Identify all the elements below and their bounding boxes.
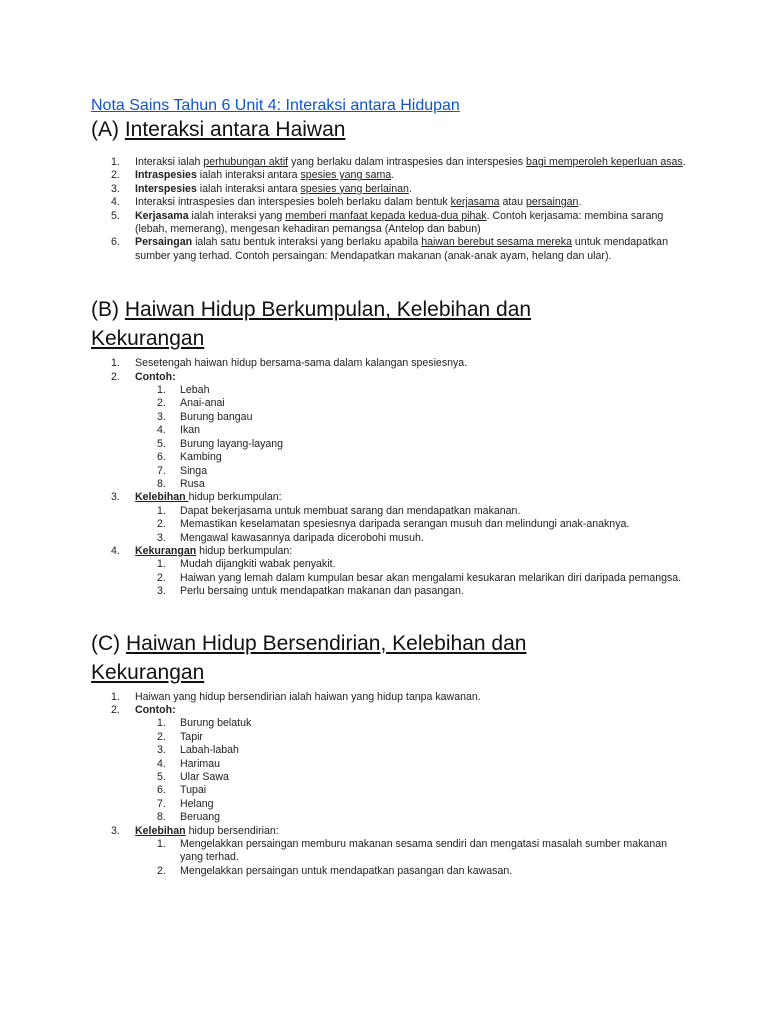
list-number: 3.: [111, 182, 120, 195]
list-number: 4.: [111, 196, 120, 209]
bold-term: Intraspesies: [135, 169, 197, 182]
list-number: 8.: [157, 811, 166, 824]
bold-term: Persaingan: [135, 236, 193, 249]
list-item: 4. Interaksi intraspesies dan interspesies boleh berlaku dalam bentuk kerjasama atau persaingan.: [111, 196, 582, 209]
section-c-heading: [91, 629, 691, 687]
underlined-term: spesies yang sama: [300, 169, 392, 182]
list-number: 3.: [111, 491, 120, 504]
list-number: 3.: [157, 410, 166, 423]
list-number: 3.: [157, 531, 166, 544]
list-number: 2.: [157, 864, 166, 877]
sublist: [135, 384, 691, 491]
list-number: 1.: [157, 504, 166, 517]
list-number: 1.: [111, 690, 120, 703]
list-number: 5.: [157, 771, 166, 783]
sublist-item: 3. Burung bangau: [157, 410, 253, 423]
bold-term: Contoh:: [135, 370, 176, 383]
list-number: 4.: [157, 757, 166, 770]
list-number: 3.: [157, 744, 166, 757]
sublist-item: 3. Mengawal kawasannya daripada dicerobohi musuh.: [157, 531, 424, 544]
underlined-term: perhubungan aktif: [203, 156, 289, 168]
list-item: 1. Interaksi ialah perhubungan aktif yang berlaku dalam intraspesies dan interspesies bagi memperoleh keperluan asas.: [111, 156, 686, 168]
list-number: 3.: [157, 585, 166, 598]
list-number: 2.: [111, 703, 120, 716]
sublist-item: 7. Singa: [157, 464, 208, 477]
list-number: 7.: [157, 464, 166, 477]
underlined-term: memberi manfaat kepada kedua-dua pihak: [285, 209, 487, 222]
sublist: [135, 838, 691, 878]
section-a-heading: [91, 116, 691, 144]
underlined-term: persaingan: [526, 196, 579, 209]
list-item: 2. Intraspesies ialah interaksi antara spesies yang sama.: [111, 169, 395, 182]
section-b-prefix: (B): [91, 298, 125, 322]
list-number: 8.: [157, 477, 166, 490]
underlined-term: haiwan berebut sesama mereka: [421, 236, 572, 249]
list-item: 3. Kelebihan hidup bersendirian: 1. Mengelakkan persaingan memburu makanan sesama sendiri dan mengatasi masalah sumber makanan yang terhad. 2. Mengelakkan persaingan untuk mendapatkan pasangan dan kawasan.: [91, 825, 691, 879]
section-b-list: [91, 357, 691, 598]
list-item: 1. Sesetengah haiwan hidup bersama-sama dalam kalangan spesiesnya.: [111, 357, 468, 370]
list-number: 1.: [157, 838, 166, 851]
list-number: 2.: [157, 518, 166, 531]
list-number: 2.: [157, 730, 166, 743]
list-number: 4.: [111, 544, 120, 557]
sublist-item: 4. Harimau: [157, 757, 221, 770]
sublist-item: 1. Mudah dijangkiti wabak penyakit.: [157, 558, 336, 571]
list-item: 3. Interspesies ialah interaksi antara spesies yang berlainan.: [111, 182, 412, 195]
section-b-heading: [91, 295, 691, 353]
sublist-item: 2. Haiwan yang lemah dalam kumpulan besar akan mengalami kesukaran melarikan diri daripada pemangsa.: [157, 571, 682, 584]
sublist-item: 1. Lebah: [157, 384, 210, 397]
bold-term: Contoh:: [135, 703, 176, 716]
sublist: [135, 558, 691, 598]
list-item: [91, 704, 691, 825]
underlined-term: bagi memperoleh keperluan asas: [526, 156, 683, 168]
sublist-item: 1. Burung belatuk: [157, 717, 252, 730]
sublist-item: 6. Kambing: [157, 451, 222, 464]
bold-term: Kerjasama: [135, 209, 189, 222]
list-number: 2.: [111, 169, 120, 182]
sublist-item: 8. Beruang: [157, 811, 221, 824]
list-number: 6.: [157, 784, 166, 797]
list-number: 1.: [111, 156, 120, 168]
sublist-item: 5. Ular Sawa: [157, 771, 229, 783]
bold-term: Kekurangan: [135, 544, 197, 557]
list-number: 6.: [157, 451, 166, 464]
bold-term: Interspesies: [135, 182, 197, 195]
section-c-title-line2: Kekurangan: [91, 660, 205, 684]
bold-term: Kelebihan: [135, 491, 189, 504]
list-item: 3. Kelebihan hidup berkumpulan: 1. Dapat bekerjasama untuk membuat sarang dan mendapatkan makanan. 2. Memastikan keselamatan spesiesnya daripada serangan musuh dan melindungi anak-anaknya. 3. Mengawal kawasannya daripada dicerobohi musuh.: [91, 491, 691, 545]
sublist-item: 5. Burung layang-layang: [157, 437, 284, 450]
list-number: 5.: [111, 209, 120, 222]
sublist-item: 3. Labah-labah: [157, 744, 239, 757]
underlined-term: kerjasama: [450, 196, 500, 209]
sublist-item: 2. Mengelakkan persaingan untuk mendapatkan pasangan dan kawasan.: [157, 864, 513, 877]
underlined-term: spesies yang berlainan: [300, 182, 409, 195]
list-number: 3.: [111, 824, 120, 837]
sublist-item: 2. Anai-anai: [157, 397, 225, 410]
sublist-item: 7. Helang: [157, 797, 214, 810]
bold-term: Kelebihan: [135, 824, 186, 837]
section-c-list: [91, 691, 691, 879]
sublist-item: 3. Perlu bersaing untuk mendapatkan makanan dan pasangan.: [157, 585, 464, 598]
list-item: 5. Kerjasama ialah interaksi yang memberi manfaat kepada kedua-dua pihak. Contoh kerjasama: membina sarang (lebah, memerang), mengesan kehadiran pemangsa (Antelop dan babun): [111, 209, 664, 236]
document-title-link[interactable]: Nota Sains Tahun 6 Unit 4: Interaksi antara Hidupan: [91, 97, 460, 114]
section-b-title-line1: Haiwan Hidup Berkumpulan, Kelebihan dan: [124, 298, 532, 322]
sublist-item: 8. Rusa: [157, 477, 205, 490]
sublist-item: 1. Mengelakkan persaingan memburu makanan sesama sendiri dan mengatasi masalah sumber makanan yang terhad.: [157, 838, 667, 864]
section-c-title-line1: Haiwan Hidup Bersendirian, Kelebihan dan: [126, 631, 527, 655]
list-number: 5.: [157, 437, 166, 450]
sublist: [135, 505, 691, 545]
sublist-item: 1. Dapat bekerjasama untuk membuat sarang dan mendapatkan makanan.: [157, 504, 521, 517]
list-number: 1.: [157, 717, 166, 730]
document-page: [91, 96, 691, 878]
list-number: 1.: [157, 384, 166, 397]
section-c-prefix: (C): [91, 631, 126, 655]
sublist-item: 6. Tupai: [157, 784, 207, 797]
list-number: 2.: [111, 370, 120, 383]
section-b-title-line2: Kekurangan: [91, 327, 205, 351]
list-number: 1.: [157, 558, 166, 571]
list-number: 7.: [157, 797, 166, 810]
section-a-list: [91, 156, 691, 263]
section-a-prefix: (A): [91, 118, 125, 141]
sublist-item: 2. Memastikan keselamatan spesiesnya daripada serangan musuh dan melindungi anak-anaknya.: [157, 518, 630, 531]
list-item: 4. Kekurangan hidup berkumpulan: 1. Mudah dijangkiti wabak penyakit. 2. Haiwan yang lemah dalam kumpulan besar akan mengalami kesukaran melarikan diri daripada pemangsa. 3. Perlu bersaing untuk mendapatkan makanan dan pasangan.: [91, 545, 691, 599]
list-number: 1.: [111, 357, 120, 370]
list-number: 2.: [157, 397, 166, 410]
sublist-item: 4. Ikan: [157, 424, 201, 437]
section-a-title: Interaksi antara Haiwan: [124, 118, 346, 141]
list-number: 6.: [111, 236, 120, 249]
list-item: 1. Haiwan yang hidup bersendirian ialah haiwan yang hidup tanpa kawanan.: [111, 690, 481, 703]
sublist-item: 2. Tapir: [157, 730, 203, 743]
list-number: 2.: [157, 571, 166, 584]
list-item: [91, 371, 691, 492]
list-item: 6. Persaingan ialah satu bentuk interaksi yang berlaku apabila haiwan berebut sesama mereka untuk mendapatkan sumber yang terhad. Contoh persaingan: Mendapatkan makanan (anak-anak ayam, helang dan ular).: [111, 236, 668, 262]
list-number: 4.: [157, 424, 166, 437]
sublist: [135, 717, 691, 824]
